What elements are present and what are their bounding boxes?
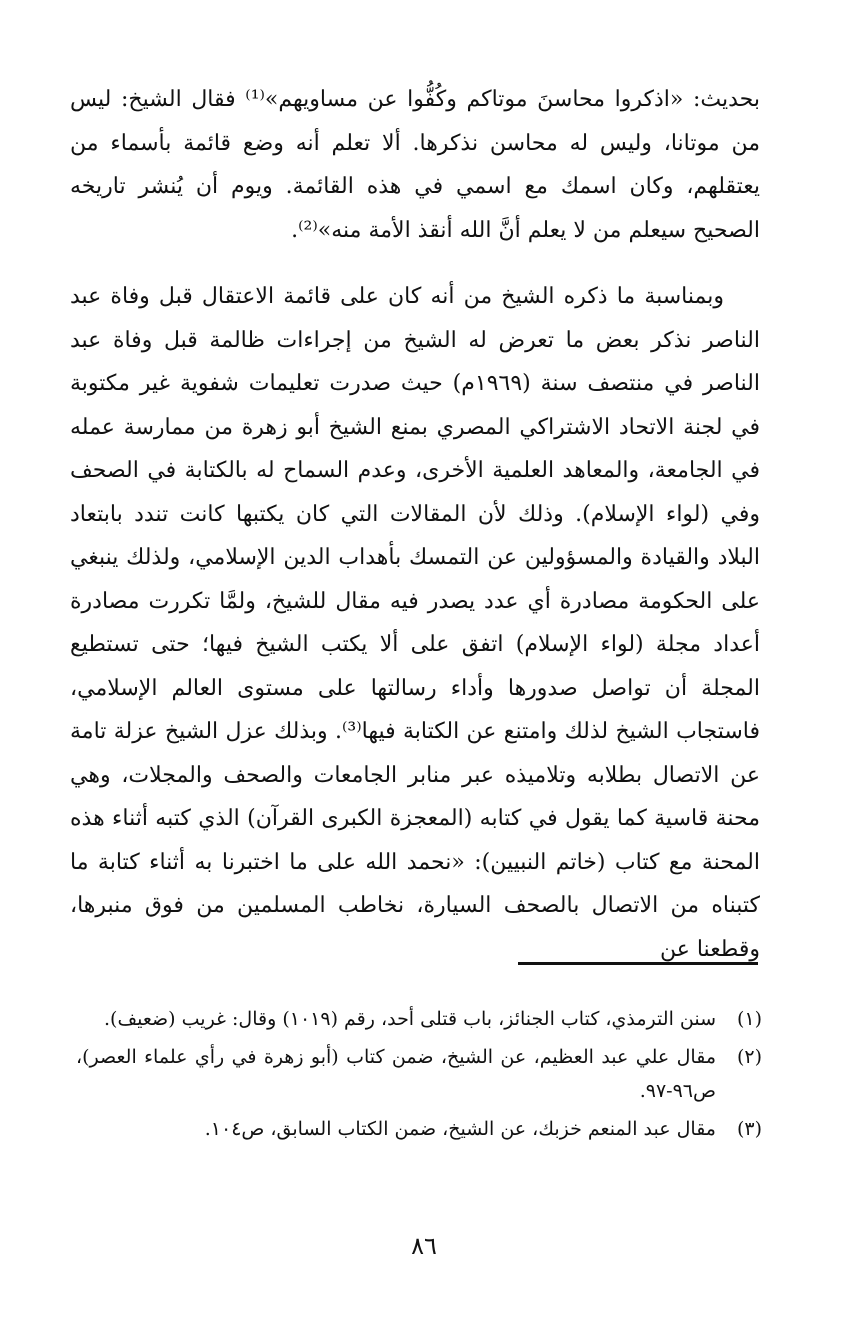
footnote-1 — [76, 1002, 762, 1036]
footnote-separator — [518, 962, 758, 965]
footnote-number: (٣) — [736, 1118, 762, 1140]
paragraph-2 — [70, 275, 760, 971]
paragraph-2-text: وبمناسبة ما ذكره الشيخ من أنه كان على قائمة الاعتقال قبل وفاة عبد الناصر نذكر بعض ما تعرض له الشيخ من إجراءات ظالمة قبل وفاة عبد الناصر في منتصف سنة (١٩٦٩م) حيث صدرت تعليمات شفوية غير مكتوبة في لجنة الاتحاد الاشتراكي المصري بمنع الشيخ أبو زهرة من ممارسة عمله في الجامعة، والمعاهد العلمية الأخرى، وعدم السماح له بالكتابة في الصحف وفي (لواء الإسلام). وذلك لأن المقالات التي كان يكتبها كانت تندد بابتعاد البلاد والقيادة والمسؤولين عن التمسك بأهداب الدين الإسلامي، ولذلك ينبغي على الحكومة مصادرة أي عدد يصدر فيه مقال للشيخ، ولمَّا تكررت مصادرة أعداد مجلة (لواء الإسلام) اتفق على ألا يكتب الشيخ فيها؛ حتى تستطيع المجلة أن تواصل صدورها وأداء رسالتها على مستوى العالم الإسلامي، فاستجاب الشيخ لذلك وامتنع عن الكتابة فيها⁽³⁾. وبذلك عزل الشيخ عزلة تامة عن الاتصال بطلابه وتلاميذه عبر منابر الجامعات والصحف والمجلات، وهي محنة قاسية كما يقول في كتابه (المعجزة الكبرى القرآن) الذي كتبه أثناء هذه المحنة مع كتاب (خاتم النبيين): «نحمد الله على ما اختبرنا به أثناء كتابة ما كتبناه من الاتصال بالصحف السيارة، نخاطب المسلمين من فوق منبرها، وقطعنا عن — [70, 284, 760, 962]
footnotes-list — [76, 1002, 762, 1150]
footnote-2 — [76, 1040, 762, 1108]
footnote-text: مقال عبد المنعم خزبك، عن الشيخ، ضمن الكتاب السابق، ص١٠٤. — [204, 1118, 716, 1140]
paragraph-1: بحديث: «اذكروا محاسنَ موتاكم وكُفُّوا عن مساويهم»⁽¹⁾ فقال الشيخ: ليس من موتانا، وليس له محاسن نذكرها. ألا تعلم أنه وضع قائمة بأسماء من يعتقلهم، وكان اسمك مع اسمي في هذه القائمة. ويوم أن يُنشر تاريخه الصحيح سيعلم من لا يعلم أنَّ الله أنقذ الأمة منه»⁽²⁾. — [70, 87, 760, 243]
footnote-number: (١) — [736, 1008, 762, 1030]
footnote-text: سنن الترمذي، كتاب الجنائز، باب قتلى أحد، رقم (١٠١٩) وقال: غريب (ضعيف). — [104, 1008, 716, 1030]
footnote-text: مقال علي عبد العظيم، عن الشيخ، ضمن كتاب (أبو زهرة في رأي علماء العصر)، ص٩٦-٩٧. — [76, 1046, 716, 1102]
footnote-number: (٢) — [736, 1046, 762, 1068]
page-number: ٨٦ — [411, 1232, 437, 1260]
footnote-3 — [76, 1112, 762, 1146]
